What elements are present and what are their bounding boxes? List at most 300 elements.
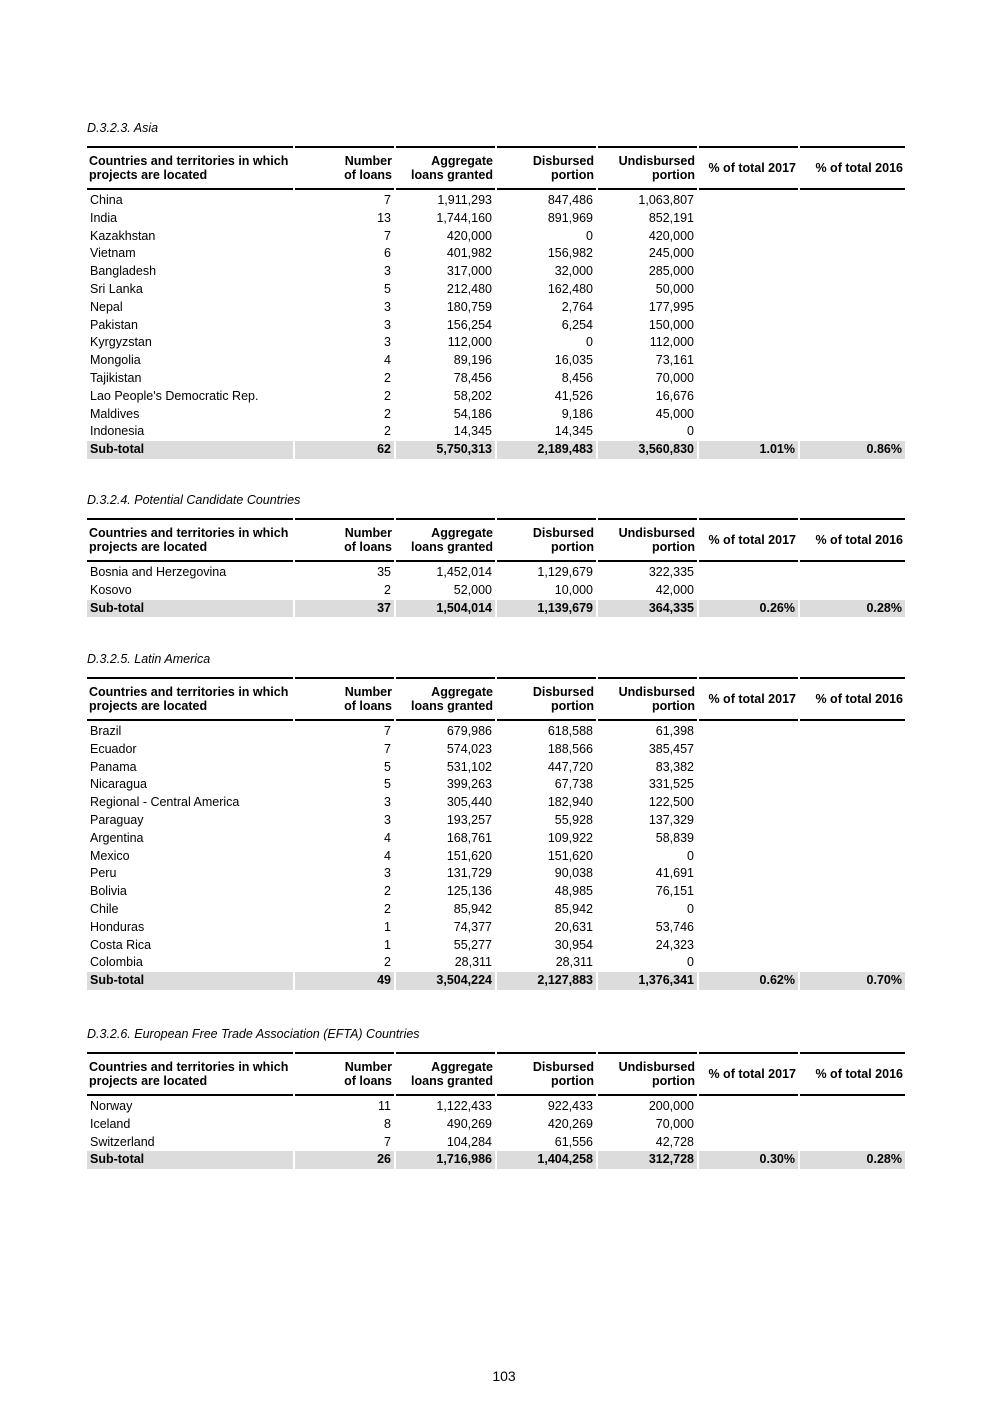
table-row bbox=[87, 1116, 905, 1134]
subtotal-label: Sub-total bbox=[87, 972, 293, 990]
value-cell: 305,440 bbox=[446, 795, 492, 810]
header-line: loans granted bbox=[411, 168, 493, 182]
table-row bbox=[87, 352, 905, 370]
value-cell bbox=[800, 759, 905, 777]
value-cell bbox=[699, 334, 798, 352]
subtotal-value: 0.30% bbox=[699, 1151, 798, 1169]
value-cell bbox=[699, 919, 798, 937]
header-line: projects are located bbox=[89, 168, 208, 182]
value-cell: 83,382 bbox=[655, 759, 694, 774]
table-row bbox=[87, 937, 905, 955]
header-line: portion bbox=[550, 699, 594, 713]
value-cell: 50,000 bbox=[655, 281, 694, 296]
header-line: Disbursed bbox=[532, 685, 594, 699]
value-cell: 2 bbox=[384, 370, 391, 385]
value-cell: 28,311 bbox=[555, 955, 593, 970]
table-row bbox=[87, 848, 905, 866]
value-cell bbox=[699, 370, 798, 388]
value-cell: 182,940 bbox=[547, 795, 593, 810]
value-cell: 162,480 bbox=[547, 281, 593, 296]
value-cell: 16,676 bbox=[655, 388, 694, 403]
value-cell: 74,377 bbox=[453, 919, 492, 934]
value-cell: 2 bbox=[384, 955, 391, 970]
country-cell: Ecuador bbox=[90, 741, 137, 756]
value-cell: 131,729 bbox=[446, 866, 492, 881]
value-cell bbox=[699, 741, 798, 759]
subtotal-row bbox=[87, 600, 905, 618]
value-cell: 2,764 bbox=[561, 299, 593, 314]
value-cell: 76,151 bbox=[655, 884, 694, 899]
subtotal-value: 312,728 bbox=[598, 1151, 697, 1169]
value-cell bbox=[800, 388, 905, 406]
value-cell: 1,911,293 bbox=[437, 193, 492, 207]
header-country bbox=[87, 146, 293, 190]
value-cell bbox=[699, 263, 798, 281]
subtotal-value: 26 bbox=[295, 1151, 394, 1169]
header-pct2016 bbox=[800, 146, 905, 190]
header-disbursed bbox=[497, 1052, 596, 1096]
value-cell: 5 bbox=[384, 281, 391, 296]
header-pct2017 bbox=[699, 146, 798, 190]
value-cell bbox=[699, 210, 798, 228]
table-body bbox=[87, 1096, 905, 1169]
value-cell bbox=[699, 406, 798, 424]
table-row bbox=[87, 210, 905, 228]
value-cell: 168,761 bbox=[446, 830, 492, 845]
header-aggregate bbox=[396, 518, 495, 562]
value-cell: 4 bbox=[384, 353, 391, 368]
country-cell: Vietnam bbox=[90, 246, 136, 261]
value-cell: 0 bbox=[687, 424, 694, 439]
value-cell bbox=[800, 1098, 905, 1116]
value-cell: 85,942 bbox=[453, 901, 492, 916]
table-row bbox=[87, 1098, 905, 1116]
table-body bbox=[87, 562, 905, 617]
value-cell: 28,311 bbox=[454, 955, 492, 970]
country-cell: Mexico bbox=[90, 848, 130, 863]
section-title: D.3.2.6. European Free Trade Association (EFTA) Countries bbox=[87, 1027, 420, 1041]
value-cell bbox=[699, 192, 798, 210]
value-cell: 104,284 bbox=[446, 1134, 492, 1149]
header-line: of loans bbox=[344, 540, 392, 554]
value-cell: 89,196 bbox=[453, 353, 492, 368]
value-cell: 420,269 bbox=[547, 1116, 593, 1131]
country-cell: Pakistan bbox=[90, 317, 138, 332]
value-cell: 70,000 bbox=[655, 370, 694, 385]
value-cell: 30,954 bbox=[554, 937, 593, 952]
value-cell: 151,620 bbox=[547, 848, 593, 863]
value-cell: 245,000 bbox=[648, 246, 694, 261]
header-line: % of total 2016 bbox=[815, 692, 903, 706]
value-cell: 53,746 bbox=[655, 919, 694, 934]
value-cell bbox=[800, 776, 905, 794]
section-title: D.3.2.4. Potential Candidate Countries bbox=[87, 493, 301, 507]
value-cell: 14,345 bbox=[453, 424, 492, 439]
value-cell: 7 bbox=[384, 228, 391, 243]
table-row bbox=[87, 228, 905, 246]
table-row bbox=[87, 406, 905, 424]
value-cell: 20,631 bbox=[554, 919, 593, 934]
value-cell bbox=[699, 937, 798, 955]
header-line: Undisbursed bbox=[618, 685, 695, 699]
value-cell: 447,720 bbox=[547, 759, 593, 774]
value-cell bbox=[800, 883, 905, 901]
value-cell: 401,982 bbox=[446, 246, 492, 261]
subtotal-value: 0.26% bbox=[699, 600, 798, 618]
value-cell: 156,982 bbox=[547, 246, 593, 261]
value-cell bbox=[800, 228, 905, 246]
country-cell: Iceland bbox=[90, 1116, 131, 1131]
table-row bbox=[87, 388, 905, 406]
header-line: portion bbox=[550, 1074, 594, 1088]
subtotal-row bbox=[87, 441, 905, 459]
value-cell bbox=[800, 794, 905, 812]
header-line: Number bbox=[344, 526, 392, 540]
value-cell: 6,254 bbox=[561, 317, 593, 332]
header-line: portion bbox=[651, 1074, 695, 1088]
table-row bbox=[87, 901, 905, 919]
header-line: portion bbox=[651, 540, 695, 554]
header-aggregate bbox=[396, 677, 495, 721]
section-title: D.3.2.5. Latin America bbox=[87, 652, 211, 666]
value-cell bbox=[699, 423, 798, 441]
country-cell: Maldives bbox=[90, 406, 140, 421]
value-cell: 0 bbox=[687, 901, 694, 916]
value-cell: 193,257 bbox=[446, 812, 492, 827]
header-undisbursed bbox=[598, 518, 697, 562]
value-cell: 58,202 bbox=[453, 388, 492, 403]
country-cell: Switzerland bbox=[90, 1134, 155, 1149]
value-cell: 112,000 bbox=[649, 335, 694, 350]
value-cell: 2 bbox=[384, 884, 391, 899]
header-line: Disbursed bbox=[532, 1060, 594, 1074]
subtotal-value: 2,189,483 bbox=[497, 441, 596, 459]
subtotal-value: 1,404,258 bbox=[497, 1151, 596, 1169]
page-number: 103 bbox=[492, 1368, 516, 1384]
subtotal-value: 0.70% bbox=[800, 972, 905, 990]
table-row bbox=[87, 776, 905, 794]
table-row bbox=[87, 723, 905, 741]
header-line: portion bbox=[550, 168, 594, 182]
subtotal-value: 2,127,883 bbox=[497, 972, 596, 990]
value-cell bbox=[699, 582, 798, 600]
value-cell bbox=[800, 848, 905, 866]
header-line: of loans bbox=[344, 168, 392, 182]
header-number bbox=[295, 146, 394, 190]
value-cell: 177,995 bbox=[648, 299, 694, 314]
value-cell: 41,691 bbox=[655, 866, 694, 881]
value-cell: 73,161 bbox=[655, 353, 694, 368]
header-undisbursed bbox=[598, 146, 697, 190]
country-cell: Kazakhstan bbox=[90, 228, 156, 243]
value-cell bbox=[800, 865, 905, 883]
value-cell: 4 bbox=[384, 848, 391, 863]
value-cell: 137,329 bbox=[648, 812, 694, 827]
value-cell bbox=[699, 759, 798, 777]
value-cell bbox=[800, 317, 905, 335]
table-row bbox=[87, 317, 905, 335]
value-cell: 70,000 bbox=[655, 1116, 694, 1131]
value-cell: 32,000 bbox=[554, 264, 593, 279]
value-cell bbox=[699, 317, 798, 335]
header-line: of loans bbox=[344, 1074, 392, 1088]
value-cell: 8 bbox=[384, 1116, 391, 1131]
header-aggregate bbox=[396, 146, 495, 190]
header-number bbox=[295, 677, 394, 721]
value-cell bbox=[699, 830, 798, 848]
value-cell: 55,928 bbox=[554, 812, 593, 827]
value-cell: 1,129,679 bbox=[537, 565, 593, 579]
value-cell bbox=[800, 937, 905, 955]
value-cell bbox=[800, 919, 905, 937]
value-cell: 14,345 bbox=[554, 424, 593, 439]
value-cell: 490,269 bbox=[446, 1116, 492, 1131]
value-cell: 9,186 bbox=[561, 406, 593, 421]
value-cell: 0 bbox=[687, 848, 694, 863]
value-cell: 385,457 bbox=[648, 741, 694, 756]
value-cell: 847,486 bbox=[547, 193, 593, 207]
header-number bbox=[295, 518, 394, 562]
subtotal-value: 3,560,830 bbox=[598, 441, 697, 459]
value-cell bbox=[800, 352, 905, 370]
value-cell bbox=[699, 883, 798, 901]
subtotal-value: 1.01% bbox=[699, 441, 798, 459]
value-cell: 78,456 bbox=[453, 370, 492, 385]
value-cell: 52,000 bbox=[453, 582, 492, 597]
header-line: loans granted bbox=[411, 540, 493, 554]
value-cell: 112,000 bbox=[447, 335, 492, 350]
value-cell bbox=[800, 812, 905, 830]
subtotal-value: 3,504,224 bbox=[396, 972, 495, 990]
country-cell: Paraguay bbox=[90, 812, 144, 827]
country-cell: Argentina bbox=[90, 830, 144, 845]
value-cell: 3 bbox=[384, 795, 391, 810]
value-cell: 0 bbox=[687, 955, 694, 970]
table-header bbox=[87, 146, 905, 190]
value-cell: 2 bbox=[384, 388, 391, 403]
country-cell: Tajikistan bbox=[90, 370, 142, 385]
value-cell: 3 bbox=[384, 317, 391, 332]
table-row bbox=[87, 759, 905, 777]
header-line: Countries and territories in which bbox=[89, 154, 289, 168]
value-cell bbox=[800, 281, 905, 299]
subtotal-value: 1,376,341 bbox=[598, 972, 697, 990]
header-line: Countries and territories in which bbox=[89, 526, 289, 540]
section-title: D.3.2.3. Asia bbox=[87, 121, 159, 135]
value-cell: 188,566 bbox=[547, 741, 593, 756]
value-cell: 331,525 bbox=[648, 777, 694, 792]
value-cell bbox=[699, 299, 798, 317]
country-cell: Bolivia bbox=[90, 884, 127, 899]
country-cell: Kosovo bbox=[90, 582, 132, 597]
country-cell: Indonesia bbox=[90, 424, 145, 439]
table-row bbox=[87, 954, 905, 972]
value-cell: 5 bbox=[384, 777, 391, 792]
value-cell: 7 bbox=[384, 193, 391, 207]
value-cell: 1,063,807 bbox=[638, 193, 694, 207]
country-cell: Regional - Central America bbox=[90, 795, 240, 810]
value-cell: 2 bbox=[384, 424, 391, 439]
header-line: Aggregate bbox=[431, 685, 493, 699]
header-line: Aggregate bbox=[431, 154, 493, 168]
table-row bbox=[87, 1134, 905, 1152]
header-line: % of total 2016 bbox=[815, 533, 903, 547]
header-disbursed bbox=[497, 518, 596, 562]
value-cell bbox=[800, 370, 905, 388]
table-row bbox=[87, 423, 905, 441]
header-line: loans granted bbox=[411, 699, 493, 713]
table-row bbox=[87, 582, 905, 600]
subtotal-value: 1,504,014 bbox=[396, 600, 495, 618]
section-asia bbox=[87, 118, 905, 459]
value-cell bbox=[699, 1134, 798, 1152]
header-line: Disbursed bbox=[532, 526, 594, 540]
subtotal-value: 0.86% bbox=[800, 441, 905, 459]
header-pct2016 bbox=[800, 518, 905, 562]
value-cell: 41,526 bbox=[554, 388, 593, 403]
header-country bbox=[87, 518, 293, 562]
value-cell: 420,000 bbox=[446, 228, 492, 243]
value-cell bbox=[699, 388, 798, 406]
value-cell: 4 bbox=[384, 830, 391, 845]
header-line: Undisbursed bbox=[618, 154, 695, 168]
value-cell bbox=[699, 245, 798, 263]
header-line: Countries and territories in which bbox=[89, 1060, 289, 1074]
value-cell: 285,000 bbox=[648, 264, 694, 279]
value-cell: 16,035 bbox=[554, 353, 593, 368]
subtotal-value: 364,335 bbox=[598, 600, 697, 618]
value-cell: 679,986 bbox=[446, 724, 492, 738]
header-line: Number bbox=[344, 685, 392, 699]
header-line: Undisbursed bbox=[618, 1060, 695, 1074]
value-cell: 1,122,433 bbox=[436, 1099, 492, 1113]
value-cell: 6 bbox=[384, 246, 391, 261]
header-pct2017 bbox=[699, 677, 798, 721]
country-cell: Brazil bbox=[90, 724, 122, 738]
country-cell: Mongolia bbox=[90, 353, 141, 368]
country-cell: Peru bbox=[90, 866, 117, 881]
value-cell: 61,398 bbox=[655, 724, 694, 738]
value-cell: 2 bbox=[384, 582, 391, 597]
value-cell: 2 bbox=[384, 901, 391, 916]
subtotal-label: Sub-total bbox=[87, 600, 293, 618]
header-number bbox=[295, 1052, 394, 1096]
value-cell: 322,335 bbox=[648, 565, 694, 579]
value-cell: 7 bbox=[384, 724, 391, 738]
section-potential-candidates bbox=[87, 490, 905, 617]
value-cell: 156,254 bbox=[446, 317, 492, 332]
value-cell: 852,191 bbox=[648, 210, 694, 225]
value-cell bbox=[699, 1116, 798, 1134]
value-cell: 2 bbox=[384, 406, 391, 421]
country-cell: Honduras bbox=[90, 919, 145, 934]
table-row bbox=[87, 919, 905, 937]
table-row bbox=[87, 883, 905, 901]
value-cell: 7 bbox=[384, 1134, 391, 1149]
table-row bbox=[87, 192, 905, 210]
header-undisbursed bbox=[598, 1052, 697, 1096]
value-cell bbox=[800, 741, 905, 759]
value-cell: 399,263 bbox=[446, 777, 492, 792]
value-cell bbox=[800, 263, 905, 281]
value-cell bbox=[800, 245, 905, 263]
value-cell: 200,000 bbox=[648, 1099, 694, 1113]
value-cell: 531,102 bbox=[446, 759, 492, 774]
value-cell bbox=[800, 1134, 905, 1152]
value-cell bbox=[800, 901, 905, 919]
header-line: projects are located bbox=[89, 540, 208, 554]
table-row bbox=[87, 865, 905, 883]
value-cell bbox=[699, 1098, 798, 1116]
table-row bbox=[87, 564, 905, 582]
value-cell bbox=[800, 830, 905, 848]
header-undisbursed bbox=[598, 677, 697, 721]
table-row bbox=[87, 334, 905, 352]
value-cell: 85,942 bbox=[554, 901, 593, 916]
value-cell: 109,922 bbox=[547, 830, 593, 845]
value-cell bbox=[699, 776, 798, 794]
table-row bbox=[87, 263, 905, 281]
value-cell: 67,738 bbox=[554, 777, 593, 792]
country-cell: China bbox=[90, 193, 123, 207]
value-cell: 10,000 bbox=[554, 582, 593, 597]
value-cell bbox=[800, 1116, 905, 1134]
value-cell bbox=[699, 352, 798, 370]
header-line: portion bbox=[651, 699, 695, 713]
value-cell: 891,969 bbox=[547, 210, 593, 225]
table-row bbox=[87, 281, 905, 299]
value-cell bbox=[800, 582, 905, 600]
country-cell: Bangladesh bbox=[90, 264, 157, 279]
subtotal-value: 0.28% bbox=[800, 600, 905, 618]
subtotal-value: 1,716,986 bbox=[396, 1151, 495, 1169]
value-cell: 13 bbox=[377, 210, 391, 225]
country-cell: Nicaragua bbox=[90, 777, 147, 792]
table-header bbox=[87, 518, 905, 562]
header-pct2017 bbox=[699, 1052, 798, 1096]
table-body bbox=[87, 721, 905, 990]
value-cell: 212,480 bbox=[446, 281, 492, 296]
header-line: portion bbox=[651, 168, 695, 182]
header-pct2016 bbox=[800, 677, 905, 721]
header-line: Countries and territories in which bbox=[89, 685, 289, 699]
header-line: Aggregate bbox=[431, 1060, 493, 1074]
header-pct2016 bbox=[800, 1052, 905, 1096]
value-cell: 150,000 bbox=[648, 317, 694, 332]
country-cell: Chile bbox=[90, 901, 119, 916]
table-body bbox=[87, 190, 905, 459]
value-cell bbox=[800, 334, 905, 352]
country-cell: Nepal bbox=[90, 299, 123, 314]
section-efta bbox=[87, 1024, 905, 1169]
country-cell: Costa Rica bbox=[90, 937, 152, 952]
subtotal-value: 49 bbox=[295, 972, 394, 990]
table-row bbox=[87, 370, 905, 388]
value-cell: 24,323 bbox=[655, 937, 694, 952]
subtotal-value: 0.62% bbox=[699, 972, 798, 990]
country-cell: Kyrgyzstan bbox=[90, 335, 152, 350]
table-row bbox=[87, 794, 905, 812]
value-cell: 42,000 bbox=[655, 582, 694, 597]
value-cell: 122,500 bbox=[648, 795, 694, 810]
value-cell bbox=[800, 723, 905, 741]
country-cell: Sri Lanka bbox=[90, 281, 143, 296]
value-cell: 11 bbox=[378, 1099, 391, 1113]
value-cell: 0 bbox=[586, 228, 593, 243]
value-cell bbox=[699, 281, 798, 299]
value-cell: 7 bbox=[384, 741, 391, 756]
value-cell: 45,000 bbox=[655, 406, 694, 421]
